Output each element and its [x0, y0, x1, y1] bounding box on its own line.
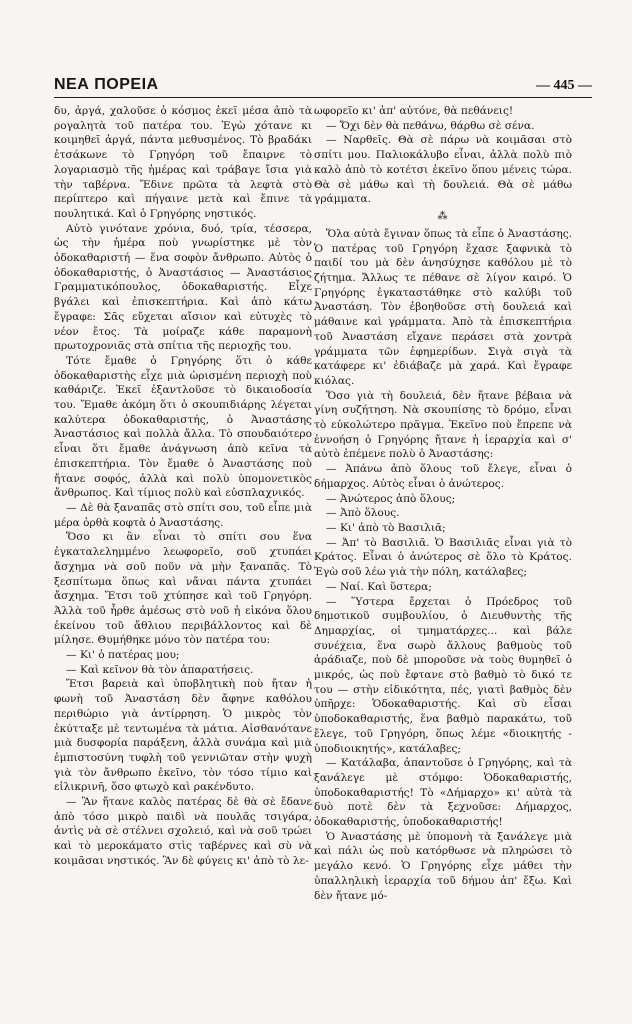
paragraph: — Καὶ κεῖνον θὰ τὸν ἀπαρατήσεις. [66, 663, 254, 676]
paragraph: Ὁ Ἀναστάσης μὲ ὑπομονὴ τὰ ξανάλεγε μιὰ καὶ πάλι ὡς ποὺ κατόρθωσε νὰ πληρώσει τὸ μεγάλο κενό. Ὁ Γρηγόρης εἶχε μάθει τὴν ὑπαλληλικὴ ἱεραρχία τοῦ δήμου ἀπ' ἔξω. Καὶ δὲν ἤτανε μό- [314, 830, 572, 902]
paragraph: — Ναρθεῖς. Θὰ σὲ πάρω νὰ κοιμᾶσαι στὸ σπίτι μου. Παλιοκάλυβο εἶναι, ἀλλὰ πολὺ πιὸ καλὸ ἀπὸ τὸ κοτέτσι ἐκεῖνο ὅπου μένεις τώρα. Θὰ σὲ μάθω καὶ τὴ δουλειά. Θὰ σὲ μάθω γράμματα. [314, 134, 572, 206]
paragraph: — Ὕστερα ἔρχεται ὁ Πρόεδρος τοῦ δημοτικοῦ συμβουλίου, ὁ Διευθυντὴς τῆς Δημαρχίας, οἱ τμηματάρχες... καὶ βάλε συνέχεια, ἕνα σωρὸ ἄλλους βαθμοὺς τοῦ ἀράδιαζε, ποὺ δὲ μποροῦσε νὰ τοὺς θυμηθεῖ ὁ μικρός, ὡς ποὺ ἔφτανε στὸ βαθμὸ τὸ δικό τε του — στὴν εἰδικότητα, πές, γιατὶ βαθμὸς δὲν ὑπῆρχε: Ὁδοκαθαριστής. Καὶ σὺ εἶσαι ὑποδοκαθαριστής, ἕνα βαθμὸ παρακάτω, τοῦ ἔλεγε, τοῦ Γρηγόρη, ὅπως λέμε «διοικητής - ὑποδιοικητής», κατάλαβες; [314, 595, 572, 755]
running-header [54, 66, 592, 98]
paragraph: Ἔτσι βαρειὰ καὶ ὑποβλητικὴ ποὺ ἤταν ἡ φωνὴ τοῦ Ἀναστάση δὲν ἄφηνε καθόλου περιθώριο γιὰ ἀντίρρηση. Ὁ μικρὸς τὸν ἐκύτταξε μὲ τεντωμένα τὰ μάτια. Αἰσθανότανε μιὰ δυσφορία παράξενη, ἀλλὰ συνάμα καὶ μιὰ ἐμπιστοσύνη τυφλὴ τοῦ γεννιῶταν στὴν ψυχὴ γιὰ τὸν ἄνθρωπο ἐκεῖνο, τὸν τόσο τίμιο καὶ εἰλικρινῆ, ὅσο φτωχὸ καὶ ρακένδυτο. [54, 678, 312, 794]
paragraph: Ὅλα αὐτὰ ἔγιναν ὅπως τὰ εἶπε ὁ Ἀναστάσης. Ὁ πατέρας τοῦ Γρηγόρη ἔχασε ξαφνικὰ τὸ παιδί του μὰ δὲν ἀνησύχησε καθόλου μὲ τὸ ζήτημα. Ἄλλως τε πέθανε σὲ λίγον καιρό. Ὁ Γρηγόρης ἐγκαταστάθηκε στὸ καλύβι τοῦ Ἀναστάση. Τὸν ἐβοηθοῦσε στὴ δουλειά καὶ μάθαινε καὶ γράμματα. Ἀπὸ τὰ ἐπισκεπτήρια τοῦ Ἀναστάση εἴχανε περάσει στὰ χοντρὰ γράμματα τῶν ἐφημερίδων. Σιγὰ σιγὰ τὰ κατάφερε κι' ἐδιάβαζε μὰ χαρά. Καὶ ἔγραφε κιόλας. [314, 227, 572, 387]
paragraph: δυ, ἀργά, χαλοῦσε ὁ κόσμος ἐκεῖ μέσα ἀπὸ τὰ ρογαλητὰ τοῦ πατέρα του. Ἐγὼ χότανε κι κοιμηθεῖ ἀργά, πάντα μεθυσμένος. Τὸ βραδάκι ἐτσάκωνε τὸ Γρηγόρη τοῦ ἔπαιρνε τὸ λογαριασμὸ τῆς ἡμέρας καὶ τράβαγε ἴσια γιὰ τὴν ταβέρνα. Ἔδινε πρῶτα τὰ λεφτὰ στὸ περίπτερο καὶ πήγαινε μετὰ καὶ ἔπινε τὰ πουλητικά. Καὶ ὁ Γρηγόρης νηστικός. [54, 105, 312, 220]
paragraph: — Ὄχι δὲν θὰ πεθάνω, θάρθω σὲ σένα. [326, 119, 535, 132]
paragraph: Ὅσο γιὰ τὴ δουλειά, δὲν ἤτανε βέβαια νὰ γίνη συζήτηση. Νὰ σκουπίσης τὸ δρόμο, εἶναι τὸ εὐκολώτερο πρᾶγμα. Ἐκεῖνο ποὺ ἔπρεπε νὰ ἐννοήση ὁ Γρηγόρης ἤτανε ἡ ἱεραρχία καὶ σ' αὐτὸ ἐπέμενε πολὺ ὁ Ἀναστάσης: [314, 389, 572, 461]
paragraph: — Κι' ἀπὸ τὸ Βασιλιᾶ; [326, 521, 446, 534]
paragraph: ωφορεῖο κι' ἀπ' αὐτόνε, θὰ πεθάνεις! [314, 105, 514, 117]
paragraph: Τότε ἔμαθε ὁ Γρηγόρης ὅτι ὁ κάθε ὁδοκαθαριστὴς εἶχε μιὰ ὡρισμένη περιοχὴ ποὺ καθάριζε. Ἐκεῖ ἐξαντλοῦσε τὸ δικαιοδοσία του. Ἔμαθε ἀκόμη ὅτι ὁ σκουπιδιάρης λέγεται καλύτερα ὁδοκαθαριστής, ὁ Ἀναστάσης Ἀναστάσιος καὶ πολλὰ ἄλλα. Τὸ σπουδαιότερο εἶναι ὅτι ἔμαθε ἀνάγνωση ἀπὸ κεῖνα τὰ ἐπισκεπτήρια. Τὸν ἔμαθε ὁ Ἀναστάσης ποὺ ἤτανε σοφός, ἀλλὰ καὶ πολὺ ὑπομονετικὸς ἄνθρωπος. Καὶ τίμιος πολὺ καὶ εὐσπλαχνικός. [54, 354, 312, 500]
right-column-top [314, 104, 572, 207]
right-column-bottom [314, 227, 572, 903]
right-column [314, 104, 572, 903]
paragraph: — Ἀπ' τὸ Βασιλιᾶ. Ὁ Βασιλιᾶς εἶναι γιὰ τὸ Κράτος. Εἶναι ὁ ἀνώτερος σὲ ὅλο τὸ Κράτος. Ἐγὼ σοῦ λέω γιὰ τὴν πόλη, κατάλαβες; [314, 536, 572, 579]
paragraph: Ὅσο κι ἂν εἶναι τὸ σπίτι σου ἕνα ἐγκαταλελημμένο λεωφορεῖο, σοῦ χτυπάει ἄσχημα νὰ σοῦ ποῦν νὰ μὴν ξαναπᾶς. Τὸ ξεσπίτωμα ὅπως καὶ νἄναι πάντα χτυπάει ἄσχημα. Ἔτσι τοῦ χτύπησε καὶ τοῦ Γρηγόρη. Ἀλλὰ τοῦ ἦρθε ἀμέσως στὸ νοῦ ἡ εἰκόνα ὅλου ἐκείνου τοῦ ἄθλιου περιβάλλοντος καὶ δὲ μίλησε. Θυμήθηκε μόνο τὸν πατέρα του: [54, 531, 312, 647]
paragraph: — Ἀνώτερος ἀπὸ ὅλους; [326, 492, 456, 505]
page-number: — 445 — [536, 78, 592, 93]
journal-title: ΝΕΑ ΠΟΡΕΙΑ [54, 76, 159, 93]
paragraph: — Ναί. Καὶ ὕστερα; [326, 580, 432, 593]
paragraph: — Δὲ θὰ ξαναπᾶς στὸ σπίτι σου, τοῦ εἶπε μιὰ μέρα ὀρθὰ κοφτὰ ὁ Ἀναστάσης. [54, 501, 312, 529]
paragraph: — Ἀπάνω ἀπὸ ὅλους τοῦ ἔλεγε, εἶναι ὁ δήμαρχος. Αὐτὸς εἶναι ὁ ἀνώτερος. [314, 463, 572, 490]
left-column [54, 104, 312, 869]
paragraph: — Ἀπὸ ὅλους. [326, 507, 400, 520]
paragraph: — Κι' ὁ πατέρας μου; [66, 649, 180, 662]
section-break-asterism: ⁂ [437, 210, 449, 222]
paragraph: — Κατάλαβα, ἀπαντοῦσε ὁ Γρηγόρης, καὶ τὰ ξανάλεγε μὲ στόμφο: Ὁδοκαθαριστής, ὑποδοκαθαριστής! Τὸ «Δήμαρχο» κι' αὐτὰ τὰ δυὸ ποτὲ δὲν τὰ ξεχνοῦσε: Δήμαρχος, ὁδοκαθαριστής, ὑποδοκαθαριστής! [314, 757, 572, 829]
paragraph: — Ἂν ἤτανε καλὸς πατέρας δὲ θὰ σὲ ἔδανε ἀπὸ τόσο μικρὸ παιδὶ νὰ πουλᾶς τσιγάρα, ἀντὶς νὰ σὲ στέλνει σχολειό, καὶ νὰ σοῦ τρώει καὶ τὸ μεροκάματο στὶς ταβέρνες καὶ σὺ νὰ κοιμᾶσαι νηστικός. Ἂν δὲ φύγεις κι' ἀπὸ τὸ λε- [54, 796, 312, 867]
paragraph: Αὐτὸ γινότανε χρόνια, δυό, τρία, τέσσερα, ὡς τὴν ἡμέρα ποὺ γνωρίστηκε μὲ τὸν ὁδοκαθαριστή — ἕνα σοφὸν ἄνθρωπο. Αὐτὸς ὁ ὁδοκαθαριστής, ὁ Ἀναστάσιος — Ἀναστάσιος Γραμματικόπουλος, ὁδοκαθαριστής. Εἶχε βγάλει καὶ ἐπισκεπτήρια. Καὶ ἀπὸ κάτω ἔγραφε: Σᾶς εὔχεται αἴσιον καὶ εὐτυχὲς τὸ νέον ἔτος. Τὰ μοίραζε κάθε παραμονὴ πρωτοχρονιᾶς στὰ σπίτια τῆς περιοχῆς του. [54, 222, 312, 353]
